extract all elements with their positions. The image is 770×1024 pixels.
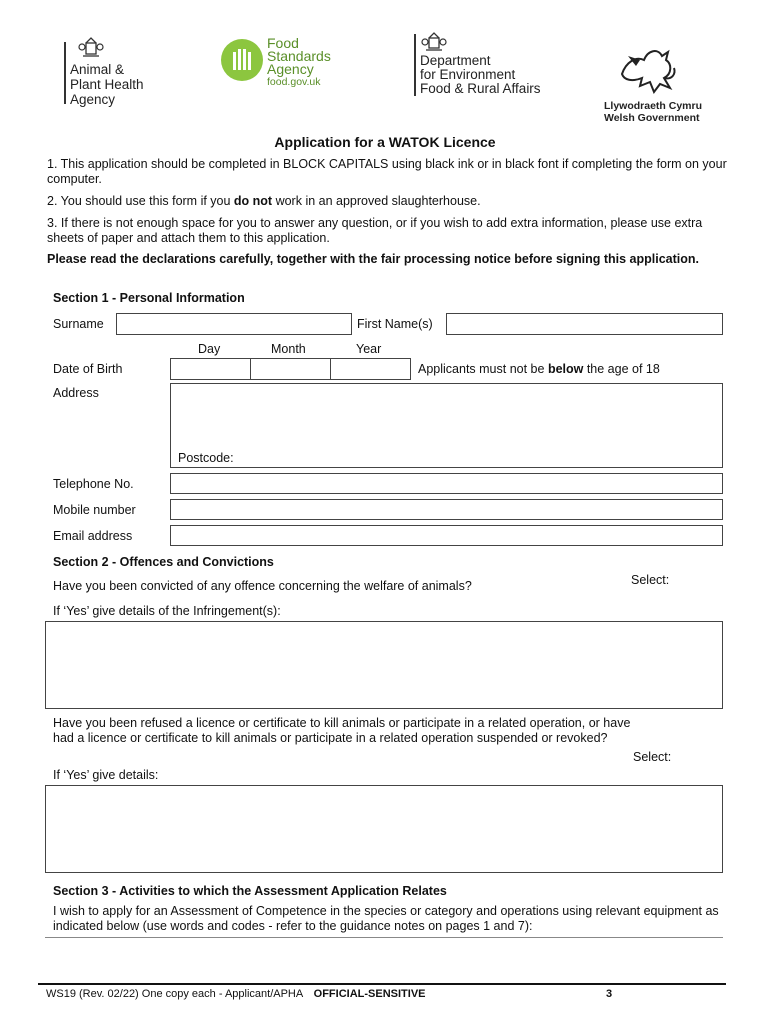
fsa-logo — [220, 36, 340, 92]
first-names-label: First Name(s) — [357, 317, 433, 331]
refusal-question: Have you been refused a licence or certificate to kill animals or participate in a related operation, or have had a licence or certificate to kill animals or participate in a related operation suspended or revoked? — [53, 716, 631, 745]
telephone-field[interactable] — [170, 473, 723, 494]
defra-name-line3: Food & Rural Affairs — [420, 81, 541, 96]
month-label: Month — [271, 342, 306, 356]
fsa-name-line3: Agency — [267, 61, 314, 77]
welsh-name-line1: Llywodraeth Cymru — [604, 100, 703, 112]
refusal-details-label: If ‘Yes’ give details: — [53, 768, 159, 782]
surname-label: Surname — [53, 317, 104, 331]
footer-classification: OFFICIAL-SENSITIVE — [313, 988, 426, 1000]
address-label: Address — [53, 386, 99, 400]
first-names-field[interactable] — [446, 313, 723, 335]
dob-year-field[interactable] — [330, 358, 411, 380]
age-requirement-note — [418, 362, 660, 377]
section-2-heading: Section 2 - Offences and Convictions — [53, 555, 274, 569]
section-3-heading: Section 3 - Activities to which the Assessment Application Relates — [53, 884, 447, 898]
dob-day-field[interactable] — [170, 358, 251, 380]
apha-name-line3: Agency — [70, 92, 116, 107]
defra-logo — [414, 32, 554, 98]
royal-crest-icon — [78, 36, 104, 58]
conviction-question: Have you been convicted of any offence concerning the welfare of animals? — [53, 579, 472, 593]
age-note-pre: Applicants must not be — [418, 362, 548, 376]
defra-name-line2: for Environment — [420, 67, 516, 82]
footer-page-number: 3 — [606, 988, 613, 1000]
dob-month-field[interactable] — [250, 358, 331, 380]
refusal-select[interactable]: Select: — [633, 750, 672, 764]
conviction-details-label: If ‘Yes’ give details of the Infringement(s): — [53, 604, 281, 618]
email-field[interactable] — [170, 525, 723, 546]
instruction-2-emphasis: do not — [233, 194, 273, 208]
instruction-2-pre: 2. You should use this form if you — [47, 194, 234, 208]
refusal-details-field[interactable] — [45, 785, 723, 873]
conviction-select[interactable]: Select: — [631, 573, 670, 587]
footer-form-reference: WS19 (Rev. 02/22) One copy each - Applicant/APHA — [46, 988, 303, 1000]
section-3-divider — [45, 937, 723, 938]
section-1-heading: Section 1 - Personal Information — [53, 291, 245, 305]
instruction-2 — [47, 194, 727, 209]
day-label: Day — [198, 342, 221, 356]
footer-rule — [38, 983, 726, 985]
fsa-name-line2: Standards — [267, 48, 331, 64]
welsh-government-logo — [600, 44, 703, 126]
age-note-emphasis: below — [547, 362, 584, 376]
footer — [46, 987, 726, 1003]
address-field[interactable] — [170, 383, 723, 468]
apha-logo — [64, 36, 164, 108]
postcode-label: Postcode: — [178, 451, 234, 465]
instruction-3: 3. If there is not enough space for you to answer any question, or if you wish to add extra information, please use extra sheets of paper and attach them to this application. — [47, 216, 703, 245]
telephone-label: Telephone No. — [53, 477, 134, 491]
date-of-birth-label: Date of Birth — [53, 362, 123, 376]
mobile-field[interactable] — [170, 499, 723, 520]
page-title: Application for a WATOK Licence — [274, 134, 496, 150]
defra-name-line1: Department — [420, 53, 491, 68]
apha-name-line2: Plant Health — [70, 77, 144, 92]
year-label: Year — [356, 342, 382, 356]
section-3-text: I wish to apply for an Assessment of Competence in the species or category and operations using relevant equipment as indicated below (use words and codes - refer to the guidance notes on pages 1 and 7): — [53, 904, 719, 933]
royal-crest-icon — [421, 32, 447, 52]
instruction-1: 1. This application should be completed in BLOCK CAPITALS using black ink or in black font if completing the form on your computer. — [47, 157, 727, 186]
fsa-emblem-icon — [220, 38, 264, 82]
apha-name-line1: Animal & — [70, 62, 125, 77]
instruction-2-post: work in an approved slaughterhouse. — [272, 194, 481, 208]
welsh-dragon-icon — [614, 44, 678, 96]
mobile-label: Mobile number — [53, 503, 136, 517]
welsh-name-line2: Welsh Government — [604, 112, 700, 124]
age-note-post: the age of 18 — [583, 362, 660, 376]
email-label: Email address — [53, 529, 133, 543]
surname-field[interactable] — [116, 313, 352, 335]
declaration-notice: Please read the declarations carefully, together with the fair processing notice before signing this application. — [47, 252, 700, 266]
fsa-name-line1: Food — [267, 35, 299, 51]
conviction-details-field[interactable] — [45, 621, 723, 709]
fsa-url: food.gov.uk — [267, 76, 321, 88]
